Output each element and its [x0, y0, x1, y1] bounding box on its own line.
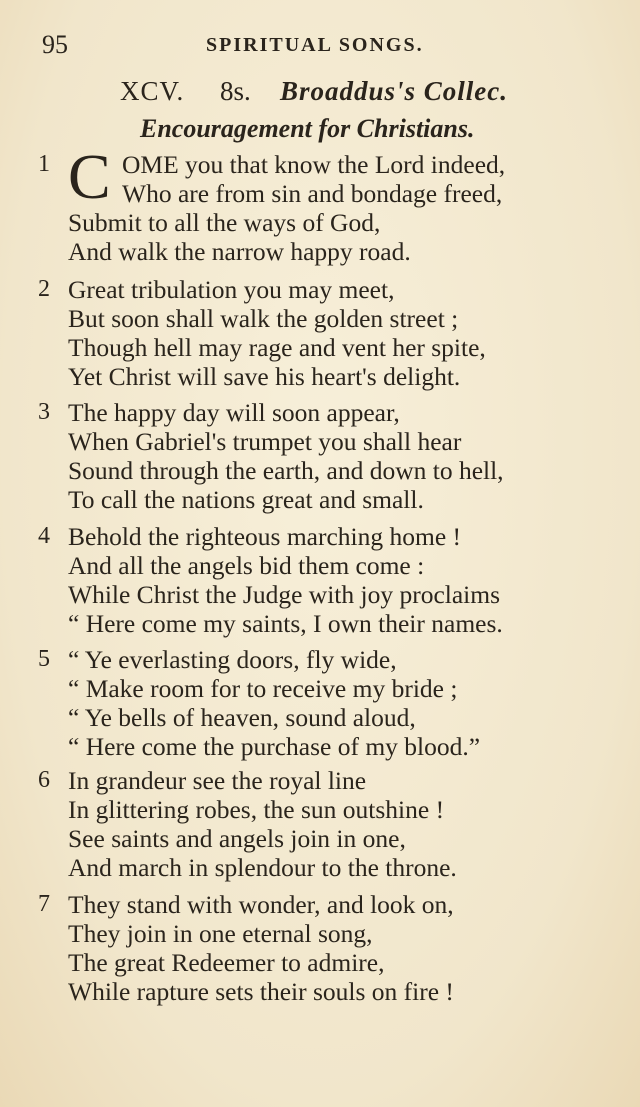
stanza-number: 2: [38, 276, 50, 302]
verse-line-4: And walk the narrow happy road.: [68, 237, 411, 266]
verse-line-3: Submit to all the ways of God,: [68, 208, 381, 237]
verse-line-1: In grandeur see the royal line: [68, 766, 367, 795]
stanza-lines: [68, 766, 618, 882]
stanza-number: 5: [38, 646, 50, 672]
verse-line-text: OME you that know the Lord indeed,: [122, 150, 506, 179]
running-title: SPIRITUAL SONGS.: [206, 34, 424, 56]
verse-line-2: In glittering robes, the sun outshine !: [68, 795, 445, 824]
verse-line-1: The happy day will soon appear,: [68, 398, 400, 427]
verse-line-4: While rapture sets their souls on fire !: [68, 977, 454, 1006]
stanza-lines: [68, 275, 618, 391]
verse-line-3: See saints and angels join in one,: [68, 824, 406, 853]
verse-line-3: Though hell may rage and vent her spite,: [68, 333, 486, 362]
verse-line-2: They join in one eternal song,: [68, 919, 373, 948]
verse-line-4: “ Here come my saints, I own their names.: [68, 609, 503, 638]
drop-cap: C: [68, 141, 111, 212]
verse-line-2: “ Make room for to receive my bride ;: [68, 674, 458, 703]
verse-line-4: To call the nations great and small.: [68, 485, 424, 514]
verse-line-2: But soon shall walk the golden street ;: [68, 304, 459, 333]
verse-line-3: Sound through the earth, and down to hell,: [68, 456, 504, 485]
running-head: [42, 30, 602, 62]
stanza-lines: [68, 398, 618, 514]
stanza-number: 7: [38, 891, 50, 917]
verse-line-2: Who are from sin and bondage freed,: [122, 179, 503, 208]
verse-line-4: “ Here come the purchase of my blood.”: [68, 732, 481, 761]
verse-line-3: “ Ye bells of heaven, sound aloud,: [68, 703, 416, 732]
stanza-number: 1: [38, 151, 50, 177]
verse-line-2: And all the angels bid them come :: [68, 551, 425, 580]
stanza-number: 6: [38, 767, 50, 793]
verse-line-3: The great Redeemer to admire,: [68, 948, 385, 977]
verse-line-2: When Gabriel's trumpet you shall hear: [68, 427, 462, 456]
hymn-number: XCV.: [120, 76, 185, 106]
verse-line-1: Behold the righteous marching home !: [68, 522, 462, 551]
stanza-number: 4: [38, 523, 50, 549]
hymn-meter: 8s.: [220, 76, 251, 106]
stanza-lines: [68, 522, 618, 638]
verse-line-1: “ Ye everlasting doors, fly wide,: [68, 645, 397, 674]
verse-line-1: They stand with wonder, and look on,: [68, 890, 454, 919]
verse-line-1: Great tribulation you may meet,: [68, 275, 395, 304]
hymn-header: [120, 76, 580, 112]
verse-line-4: Yet Christ will save his heart's delight.: [68, 362, 461, 391]
stanza-lines: [68, 645, 618, 761]
verse-line-4: And march in splendour to the throne.: [68, 853, 457, 882]
page-number: 95: [42, 30, 68, 59]
verse-line-3: While Christ the Judge with joy proclaims: [68, 580, 501, 609]
stanza-number: 3: [38, 399, 50, 425]
stanza-lines: [68, 141, 618, 266]
hymn-subtitle: Encouragement for Christians.: [140, 114, 475, 143]
stanza-lines: [68, 890, 618, 1006]
hymn-source: Broaddus's Collec.: [280, 76, 509, 106]
